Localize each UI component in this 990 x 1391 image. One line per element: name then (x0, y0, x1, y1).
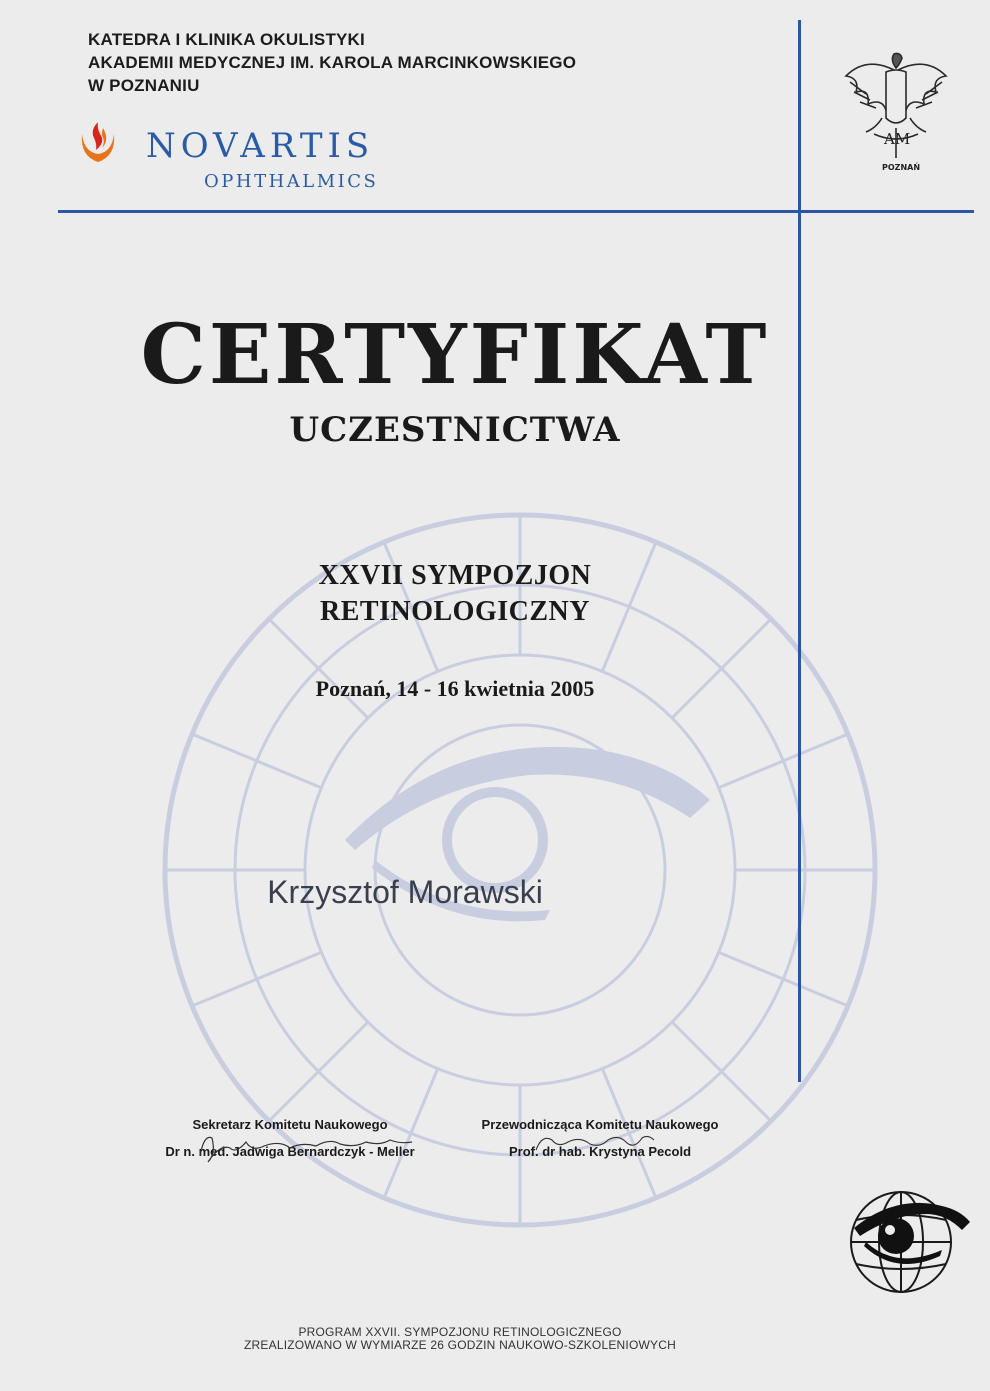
signature-left-name: Dr n. med. Jadwiga Bernardczyk - Meller (165, 1144, 415, 1159)
participant-name: Krzysztof Morawski (267, 874, 543, 910)
certificate-subtitle: UCZESTNICTWA (289, 410, 621, 450)
vertical-divider (798, 20, 801, 1082)
program-footer (0, 1326, 920, 1352)
event-line-1: XXVII SYMPOZJON (318, 560, 592, 591)
institution-line-3: W POZNANIU (88, 76, 200, 95)
handwritten-signature-left (190, 1124, 420, 1170)
institution-header (88, 28, 576, 97)
signature-right-name: Prof. dr hab. Krystyna Pecold (508, 1144, 692, 1159)
header-divider (58, 210, 974, 213)
handwritten-signature-right (530, 1126, 660, 1162)
signature-left-role: Sekretarz Komitetu Naukowego (192, 1117, 388, 1132)
eagle-crest-icon (836, 48, 956, 178)
event-line-2: RETINOLOGICZNY (320, 596, 590, 627)
footer-line-1: PROGRAM XXVII. SYMPOZJONU RETINOLOGICZNEGO (298, 1325, 622, 1339)
signature-right-role: Przewodnicząca Komitetu Naukowego (481, 1117, 719, 1132)
event-name (0, 558, 910, 630)
sponsor-name: NOVARTIS (146, 126, 375, 166)
eye-globe-logo-icon (846, 1180, 976, 1300)
novartis-flame-icon (72, 116, 124, 168)
institution-line-1: KATEDRA I KLINIKA OKULISTYKI (88, 30, 365, 49)
institution-line-2: AKADEMII MEDYCZNEJ IM. KAROLA MARCINKOWSKIEGO (88, 53, 577, 72)
footer-line-2: ZREALIZOWANO W WYMIARZE 26 GODZIN NAUKOWO-SZKOLENIOWYCH (244, 1338, 676, 1352)
sponsor-subtitle: OPHTHALMICS (204, 171, 379, 192)
crest-label: AM (884, 130, 911, 148)
event-place-date: Poznań, 14 - 16 kwietnia 2005 (315, 676, 595, 701)
certificate-title: CERTYFIKAT (140, 307, 770, 403)
crest-city: POZNAŃ (882, 163, 921, 172)
